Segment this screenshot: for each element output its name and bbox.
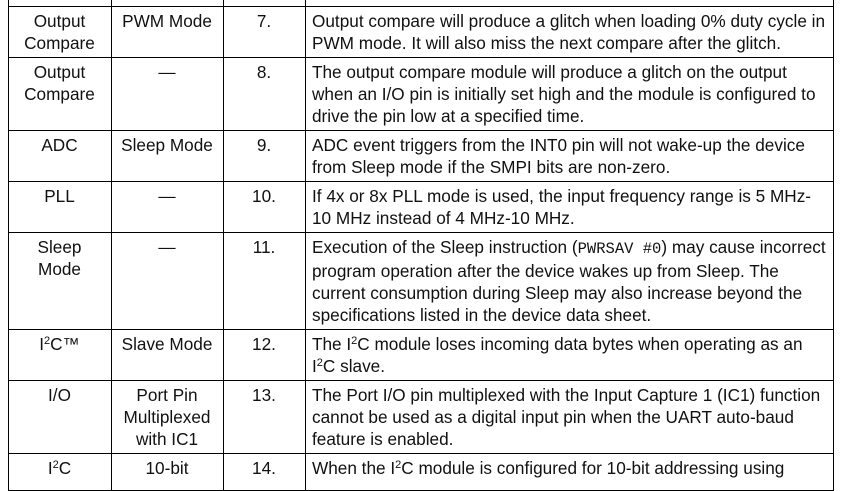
issue-text: C module is configured for 10-bit addressing using xyxy=(401,458,785,478)
issue-summary-cell: The output compare module will produce a glitch on the output when an I/O pin is initially set high and the module is configured to drive the pin low at a specified time. xyxy=(306,58,834,131)
item-number-cell: 10. xyxy=(224,182,306,233)
issue-text: C slave. xyxy=(322,356,385,376)
feature-cell: Sleep Mode xyxy=(112,131,224,182)
feature-cell: Slave Mode xyxy=(112,330,224,381)
module-cell: Sleep Mode xyxy=(9,233,112,330)
module-cell: I/O xyxy=(9,381,112,454)
module-cell: ADC xyxy=(9,131,112,182)
item-number-cell: 14. xyxy=(224,454,306,491)
feature-cell: — xyxy=(112,58,224,131)
item-number-cell: 7. xyxy=(224,7,306,58)
issue-summary-cell: The Port I/O pin multiplexed with the Input Capture 1 (IC1) function cannot be used as a digital input pin when the UART auto-baud feature is enabled. xyxy=(306,381,834,454)
superscript: 2 xyxy=(351,335,358,347)
issue-summary-cell xyxy=(306,233,834,330)
issue-summary-cell: Output compare will produce a glitch when loading 0% duty cycle in PWM mode. It will also miss the next compare after the glitch. xyxy=(306,7,834,58)
module-text: C™ xyxy=(50,334,80,354)
superscript: 2 xyxy=(44,335,51,347)
table-row xyxy=(9,58,834,131)
feature-cell: Port Pin Multiplexed with IC1 xyxy=(112,381,224,454)
issue-text: When the I xyxy=(312,458,396,478)
table-row xyxy=(9,7,834,58)
item-number-cell: 13. xyxy=(224,381,306,454)
issue-summary-cell xyxy=(306,330,834,381)
feature-cell: 10-bit xyxy=(112,454,224,491)
superscript: 2 xyxy=(52,459,59,471)
issue-text: ) may cause incorrect program operation after the device wakes up from Sleep. The current consumption during Sleep may also increase beyond the specifications listed in the device data sheet. xyxy=(312,237,826,325)
feature-cell: PWM Mode xyxy=(112,7,224,58)
module-cell xyxy=(9,330,112,381)
module-text: C xyxy=(58,458,72,478)
issue-text: Execution of the Sleep instruction ( xyxy=(312,237,578,257)
module-text: I xyxy=(39,334,45,354)
item-number-cell: 12. xyxy=(224,330,306,381)
table-row xyxy=(9,381,834,454)
superscript: 2 xyxy=(316,357,323,369)
table-row xyxy=(9,454,834,491)
issue-summary-cell: If 4x or 8x PLL mode is used, the input frequency range is 5 MHz-10 MHz instead of 4 MHz-10 MHz. xyxy=(306,182,834,233)
item-number-cell: 9. xyxy=(224,131,306,182)
errata-table xyxy=(8,0,834,491)
issue-text: The I xyxy=(312,334,352,354)
instruction-code: PWRSAV #0 xyxy=(577,240,662,258)
item-number-cell: 11. xyxy=(224,233,306,330)
module-cell xyxy=(9,454,112,491)
module-text: I xyxy=(47,458,53,478)
table-row xyxy=(9,131,834,182)
table-row xyxy=(9,182,834,233)
issue-summary-cell: ADC event triggers from the INT0 pin will not wake-up the device from Sleep mode if the SMPI bits are non-zero. xyxy=(306,131,834,182)
module-cell: Output Compare xyxy=(9,58,112,131)
issue-text: C module loses incoming data bytes when operating as an I xyxy=(312,334,803,376)
module-cell: PLL xyxy=(9,182,112,233)
module-cell: Output Compare xyxy=(9,7,112,58)
feature-cell: — xyxy=(112,182,224,233)
table-row xyxy=(9,233,834,330)
item-number-cell: 8. xyxy=(224,58,306,131)
feature-cell: — xyxy=(112,233,224,330)
table-row xyxy=(9,330,834,381)
issue-summary-cell xyxy=(306,454,834,491)
superscript: 2 xyxy=(395,459,402,471)
